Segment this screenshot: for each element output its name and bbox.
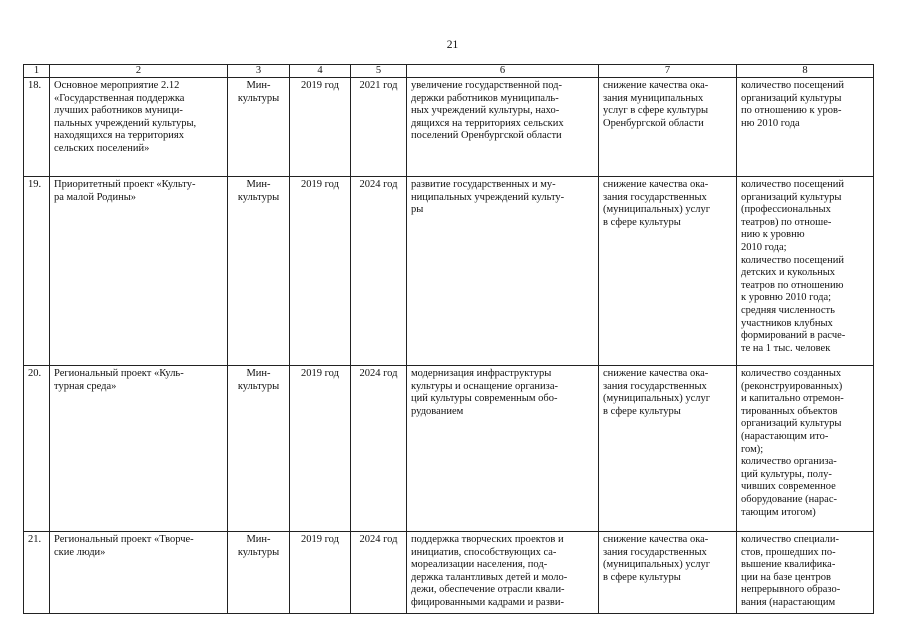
end-year: 2021 год	[351, 78, 407, 177]
start-year: 2019 год	[290, 78, 351, 177]
expected-result: модернизация инфраструктуры культуры и оснащение организа- ций культуры современным обо- рудованием	[407, 366, 599, 532]
header-row	[24, 65, 874, 78]
end-year: 2024 год	[351, 366, 407, 532]
start-year: 2019 год	[290, 366, 351, 532]
measures-table	[23, 64, 874, 614]
end-year: 2024 год	[351, 532, 407, 614]
col-header-6: 6	[407, 65, 599, 78]
table-row	[24, 78, 874, 177]
col-header-3: 3	[228, 65, 290, 78]
executor: Мин- культуры	[228, 532, 290, 614]
row-number: 19.	[24, 177, 50, 366]
executor: Мин- культуры	[228, 177, 290, 366]
table-row	[24, 366, 874, 532]
event-name: Региональный проект «Куль- турная среда»	[50, 366, 228, 532]
table-row	[24, 532, 874, 614]
table-row	[24, 177, 874, 366]
col-header-4: 4	[290, 65, 351, 78]
row-number: 18.	[24, 78, 50, 177]
event-name: Региональный проект «Творче- ские люди»	[50, 532, 228, 614]
start-year: 2019 год	[290, 177, 351, 366]
executor: Мин- культуры	[228, 366, 290, 532]
consequence: снижение качества ока- зания муниципальных услуг в сфере культуры Оренбургской области	[599, 78, 737, 177]
end-year: 2024 год	[351, 177, 407, 366]
col-header-5: 5	[351, 65, 407, 78]
row-number: 21.	[24, 532, 50, 614]
col-header-1: 1	[24, 65, 50, 78]
indicator: количество созданных (реконструированных) и капитально отремон- тированных объектов организаций культуры (нарастающим ито- гом); количество организа- ций культуры, полу- чивших современное оборудование (нарас- тающим итогом)	[737, 366, 874, 532]
expected-result: развитие государственных и му- ниципальных учреждений культу- ры	[407, 177, 599, 366]
indicator: количество посещений организаций культуры (профессиональных театров) по отноше- нию к уровню 2010 года; количество посещений детских и кукольных театров по отношению к уровню 2010 года; средняя численность участников клубных формирований в расче- те на 1 тыс. человек	[737, 177, 874, 366]
event-name: Приоритетный проект «Культу- ра малой Родины»	[50, 177, 228, 366]
event-name: Основное мероприятие 2.12 «Государственная поддержка лучших работников муници- пальных учреждений культуры, находящихся на территориях сельских поселений»	[50, 78, 228, 177]
consequence: снижение качества ока- зания государственных (муниципальных) услуг в сфере культуры	[599, 177, 737, 366]
consequence: снижение качества ока- зания государственных (муниципальных) услуг в сфере культуры	[599, 532, 737, 614]
row-number: 20.	[24, 366, 50, 532]
page-number: 21	[446, 39, 459, 51]
executor: Мин- культуры	[228, 78, 290, 177]
indicator: количество посещений организаций культуры по отношению к уров- ню 2010 года	[737, 78, 874, 177]
col-header-8: 8	[737, 65, 874, 78]
indicator: количество специали- стов, прошедших по- вышение квалифика- ции на базе центров непрерывного образо- вания (нарастающим	[737, 532, 874, 614]
expected-result: поддержка творческих проектов и инициатив, способствующих са- мореализации населения, под- держка талантливых детей и моло- дежи, обеспечение отрасли квали- фицированными кадрами и разви-	[407, 532, 599, 614]
start-year: 2019 год	[290, 532, 351, 614]
col-header-2: 2	[50, 65, 228, 78]
consequence: снижение качества ока- зания государственных (муниципальных) услуг в сфере культуры	[599, 366, 737, 532]
col-header-7: 7	[599, 65, 737, 78]
expected-result: увеличение государственной под- держки работников муниципаль- ных учреждений культуры, нахо- дящихся на территориях сельских поселений Оренбургской области	[407, 78, 599, 177]
